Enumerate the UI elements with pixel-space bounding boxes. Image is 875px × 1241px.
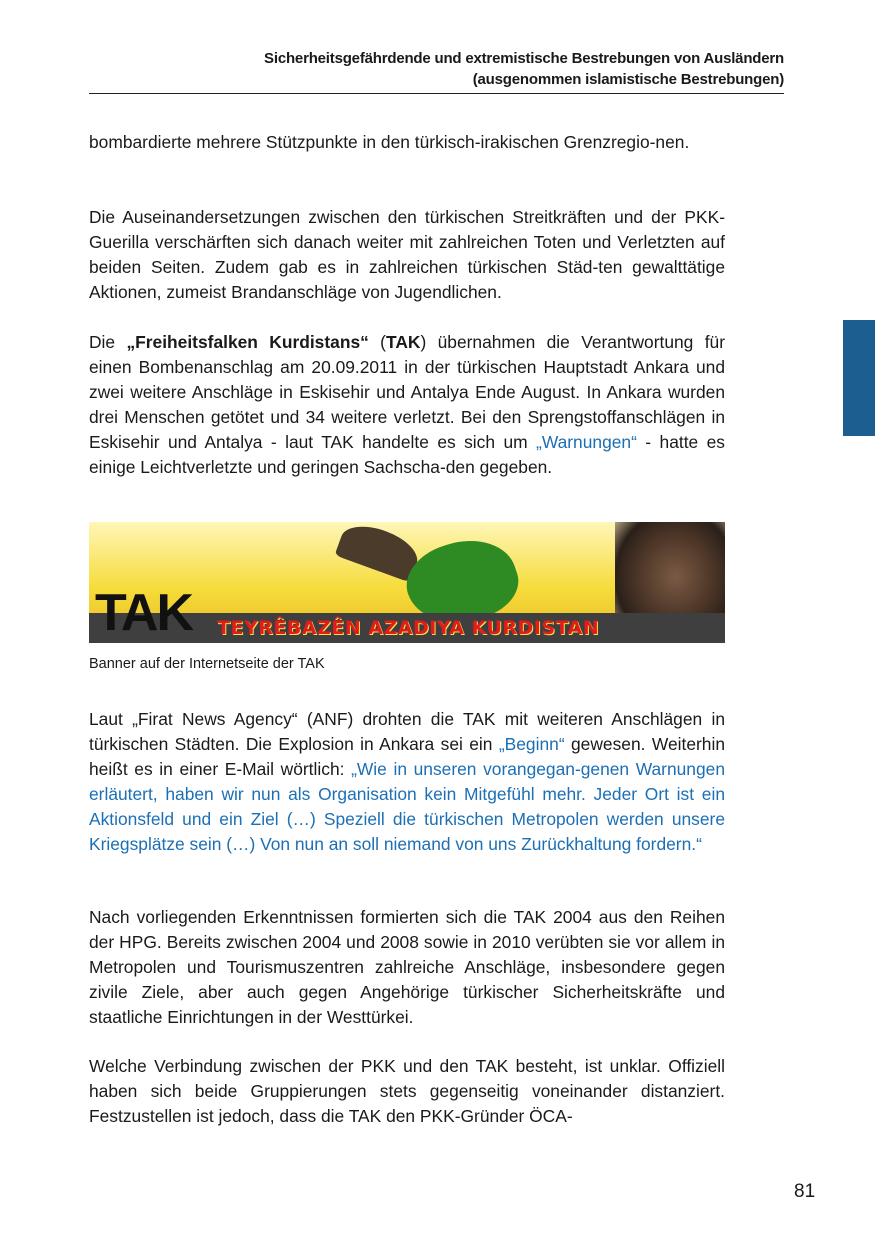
p3-text-3: ) übernahmen die Verantwortung für einen Bombenanschlag am 20.09.2011 in der türkischen Hauptstadt Ankara und zwei weitere Anschläge in Eskisehir und Antalya Ende August. In Ankara wurden drei Menschen getötet und 34 weitere verletzt. Bei den Sprengstoffanschlägen in Eskisehir und Antalya - laut TAK handelte es sich um (89, 332, 725, 452)
page-number: 81 (794, 1181, 816, 1202)
paragraph-4 (89, 707, 725, 857)
p3-text-4: - hatte es einige Leichtverletzte und geringen Sachscha-den gegeben. (89, 432, 725, 477)
p4-text-1: Laut „Firat News Agency“ (ANF) drohten die TAK mit weiteren Anschlägen in türkischen Städten. Die Explosion in Ankara sei ein (89, 709, 725, 754)
p3-quote-warnungen: „Warnungen“ (536, 432, 637, 452)
tak-banner-image (89, 522, 725, 643)
banner-logo-text: TAK (95, 584, 193, 642)
paragraph-1: bombardierte mehrere Stützpunkte in den türkisch-irakischen Grenzregio-nen. (89, 132, 690, 152)
paragraph-2: Die Auseinandersetzungen zwischen den türkischen Streitkräften und der PKK-Guerilla verschärften sich danach weiter mit zahlreichen Toten und Verletzten auf beiden Seiten. Zudem gab es in zahlreichen türkischen Städ-ten gewalttätige Aktionen, zumeist Brandanschläge von Jugendlichen. (89, 207, 725, 302)
p3-text-2: ( (368, 332, 386, 352)
paragraph-6: Welche Verbindung zwischen der PKK und den TAK besteht, ist unklar. Offiziell haben sich beide Gruppierungen stets gegenseitig voneinander distanziert. Festzustellen ist jedoch, dass die TAK den PKK-Gründer ÖCA- (89, 1056, 725, 1126)
banner-slogan: TEYRÊBAZÊN AZADIYA KURDISTAN (217, 617, 600, 639)
header-line-1: Sicherheitsgefährdende und extremistische Bestrebungen von Ausländern (264, 50, 784, 67)
p3-text-1: Die (89, 332, 127, 352)
header-line-2: (ausgenommen islamistische Bestrebungen) (472, 71, 784, 88)
p3-bold-abbrev: TAK (385, 332, 421, 352)
chapter-tab-marker (843, 320, 875, 436)
paragraph-5: Nach vorliegenden Erkenntnissen formierten sich die TAK 2004 aus den Reihen der HPG. Bereits zwischen 2004 und 2008 sowie in 2010 verübten sie vor allem in Metropolen und Tourismuszentren zahlreiche Anschläge, insbesondere gegen zivile Ziele, aber auch gegen Angehörige türkischer Sicherheitskräfte und staatliche Einrichtungen in der Westtürkei. (89, 907, 725, 1027)
running-header (89, 48, 784, 94)
p3-bold-org-name: „Freiheitsfalken Kurdistans“ (126, 332, 369, 352)
paragraph-3 (89, 330, 725, 480)
p4-text-2: gewesen. Weiterhin heißt es in einer E-Mail wörtlich: (89, 734, 725, 779)
p4-quote-beginn: „Beginn“ (498, 734, 565, 754)
image-caption: Banner auf der Internetseite der TAK (89, 656, 325, 672)
p4-quote-email: „Wie in unseren vorangegan-genen Warnungen erläutert, haben wir nun als Organisation kein Mitgefühl mehr. Jeder Ort ist ein Aktionsfeld und ein Ziel (…) Speziell die türkischen Metropolen werden unsere Kriegsplätze sein (…) Von nun an soll niemand von uns Zurückhaltung fordern.“ (89, 759, 725, 854)
